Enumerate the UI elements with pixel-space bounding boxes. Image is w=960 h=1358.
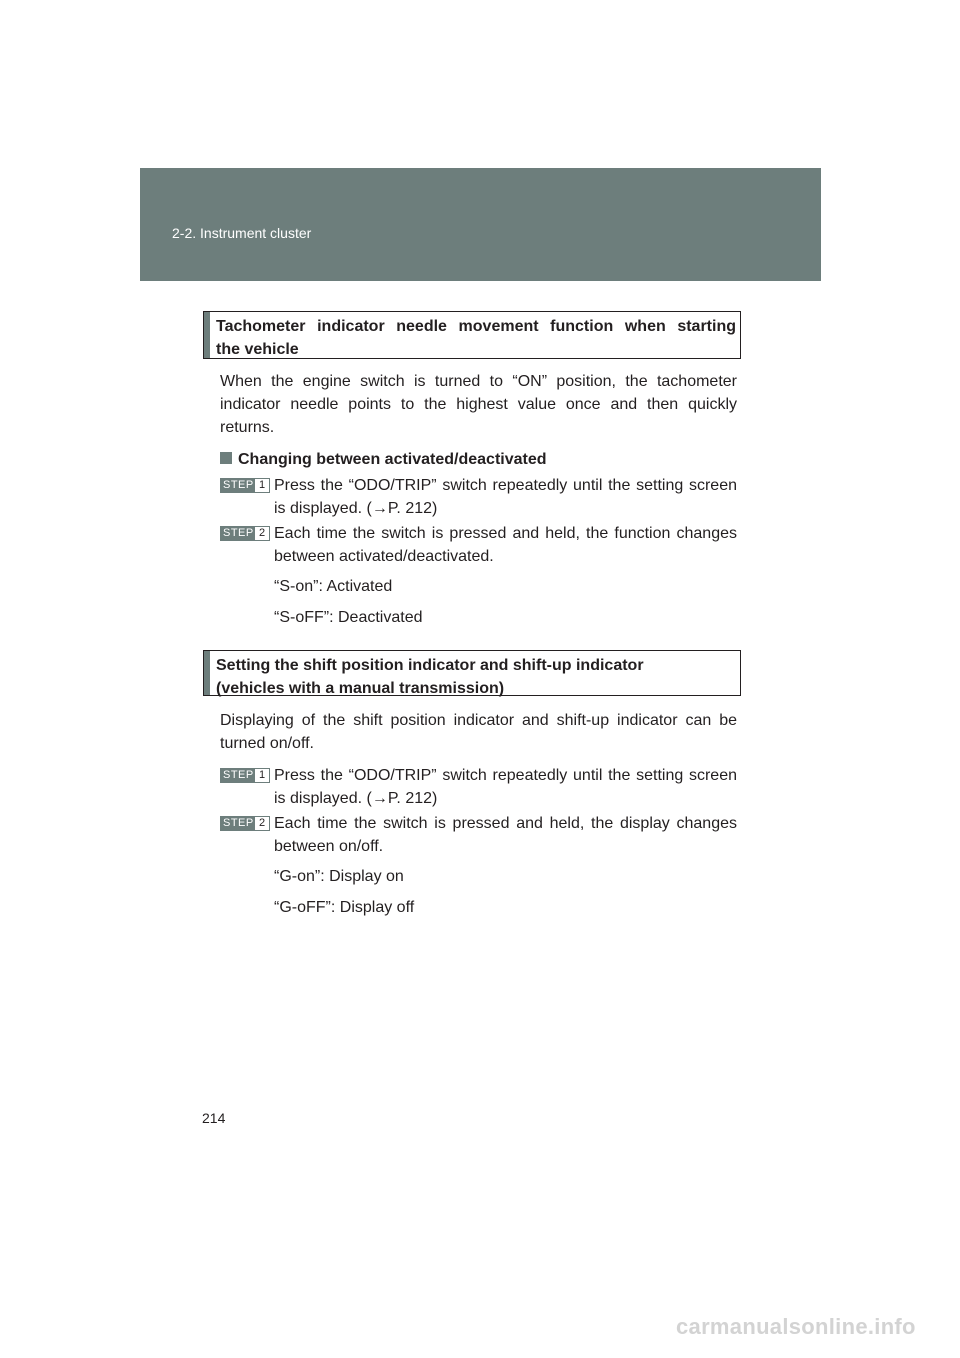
section-body-text: When the engine switch is turned to “ON” position, the tachometer indicator needle points to the highest value once and then quickly returns. bbox=[220, 373, 737, 436]
step-item bbox=[220, 474, 737, 520]
step-text: Press the “ODO/TRIP” switch repeatedly until the setting screen is displayed. (→P. 212) bbox=[274, 767, 737, 807]
option-s-off: “S-oFF”: Deactivated bbox=[274, 609, 423, 626]
watermark: carmanualsonline.info bbox=[676, 1314, 916, 1339]
section-label: 2-2. Instrument cluster bbox=[172, 225, 312, 241]
step-badge bbox=[220, 478, 270, 493]
section-title-line1: Tachometer indicator needle movement function when starting bbox=[216, 318, 736, 335]
step-badge-number: 1 bbox=[258, 769, 266, 781]
step-badge-label: STEP bbox=[223, 527, 254, 539]
section-title-shift-indicator bbox=[203, 650, 741, 696]
option-g-on: “G-on”: Display on bbox=[274, 868, 404, 885]
step-item bbox=[220, 812, 737, 858]
step-badge bbox=[220, 768, 270, 783]
step-badge-label: STEP bbox=[223, 817, 254, 829]
page-number: 214 bbox=[202, 1110, 226, 1126]
square-bullet-icon bbox=[220, 452, 232, 464]
header-band bbox=[140, 168, 821, 281]
step-text: Each time the switch is pressed and held, the display changes between on/off. bbox=[274, 815, 737, 855]
step-badge bbox=[220, 526, 270, 541]
section-title-line2: (vehicles with a manual transmission) bbox=[216, 680, 505, 697]
step-badge-label: STEP bbox=[223, 479, 254, 491]
step-badge-label: STEP bbox=[223, 769, 254, 781]
option-s-on: “S-on”: Activated bbox=[274, 578, 393, 595]
step-badge-number: 2 bbox=[258, 527, 266, 539]
step-badge-number: 1 bbox=[258, 479, 266, 491]
section-title-line1: Setting the shift position indicator and shift-up indicator bbox=[216, 657, 644, 674]
step-item bbox=[220, 522, 737, 568]
subheading-label: Changing between activated/deactivated bbox=[238, 451, 547, 468]
step-text: Press the “ODO/TRIP” switch repeatedly until the setting screen is displayed. (→P. 212) bbox=[274, 477, 737, 517]
step-text: Each time the switch is pressed and held, the function changes between activated/deactivated. bbox=[274, 525, 737, 565]
step-item bbox=[220, 764, 737, 810]
option-g-off: “G-oFF”: Display off bbox=[274, 899, 415, 916]
subheading bbox=[220, 448, 547, 471]
section-body-text: Displaying of the shift position indicator and shift-up indicator can be turned on/off. bbox=[220, 712, 737, 752]
section-title-tachometer bbox=[203, 311, 741, 359]
step-badge-number: 2 bbox=[258, 817, 266, 829]
step-badge bbox=[220, 816, 270, 831]
section-title-line2: the vehicle bbox=[216, 341, 299, 358]
